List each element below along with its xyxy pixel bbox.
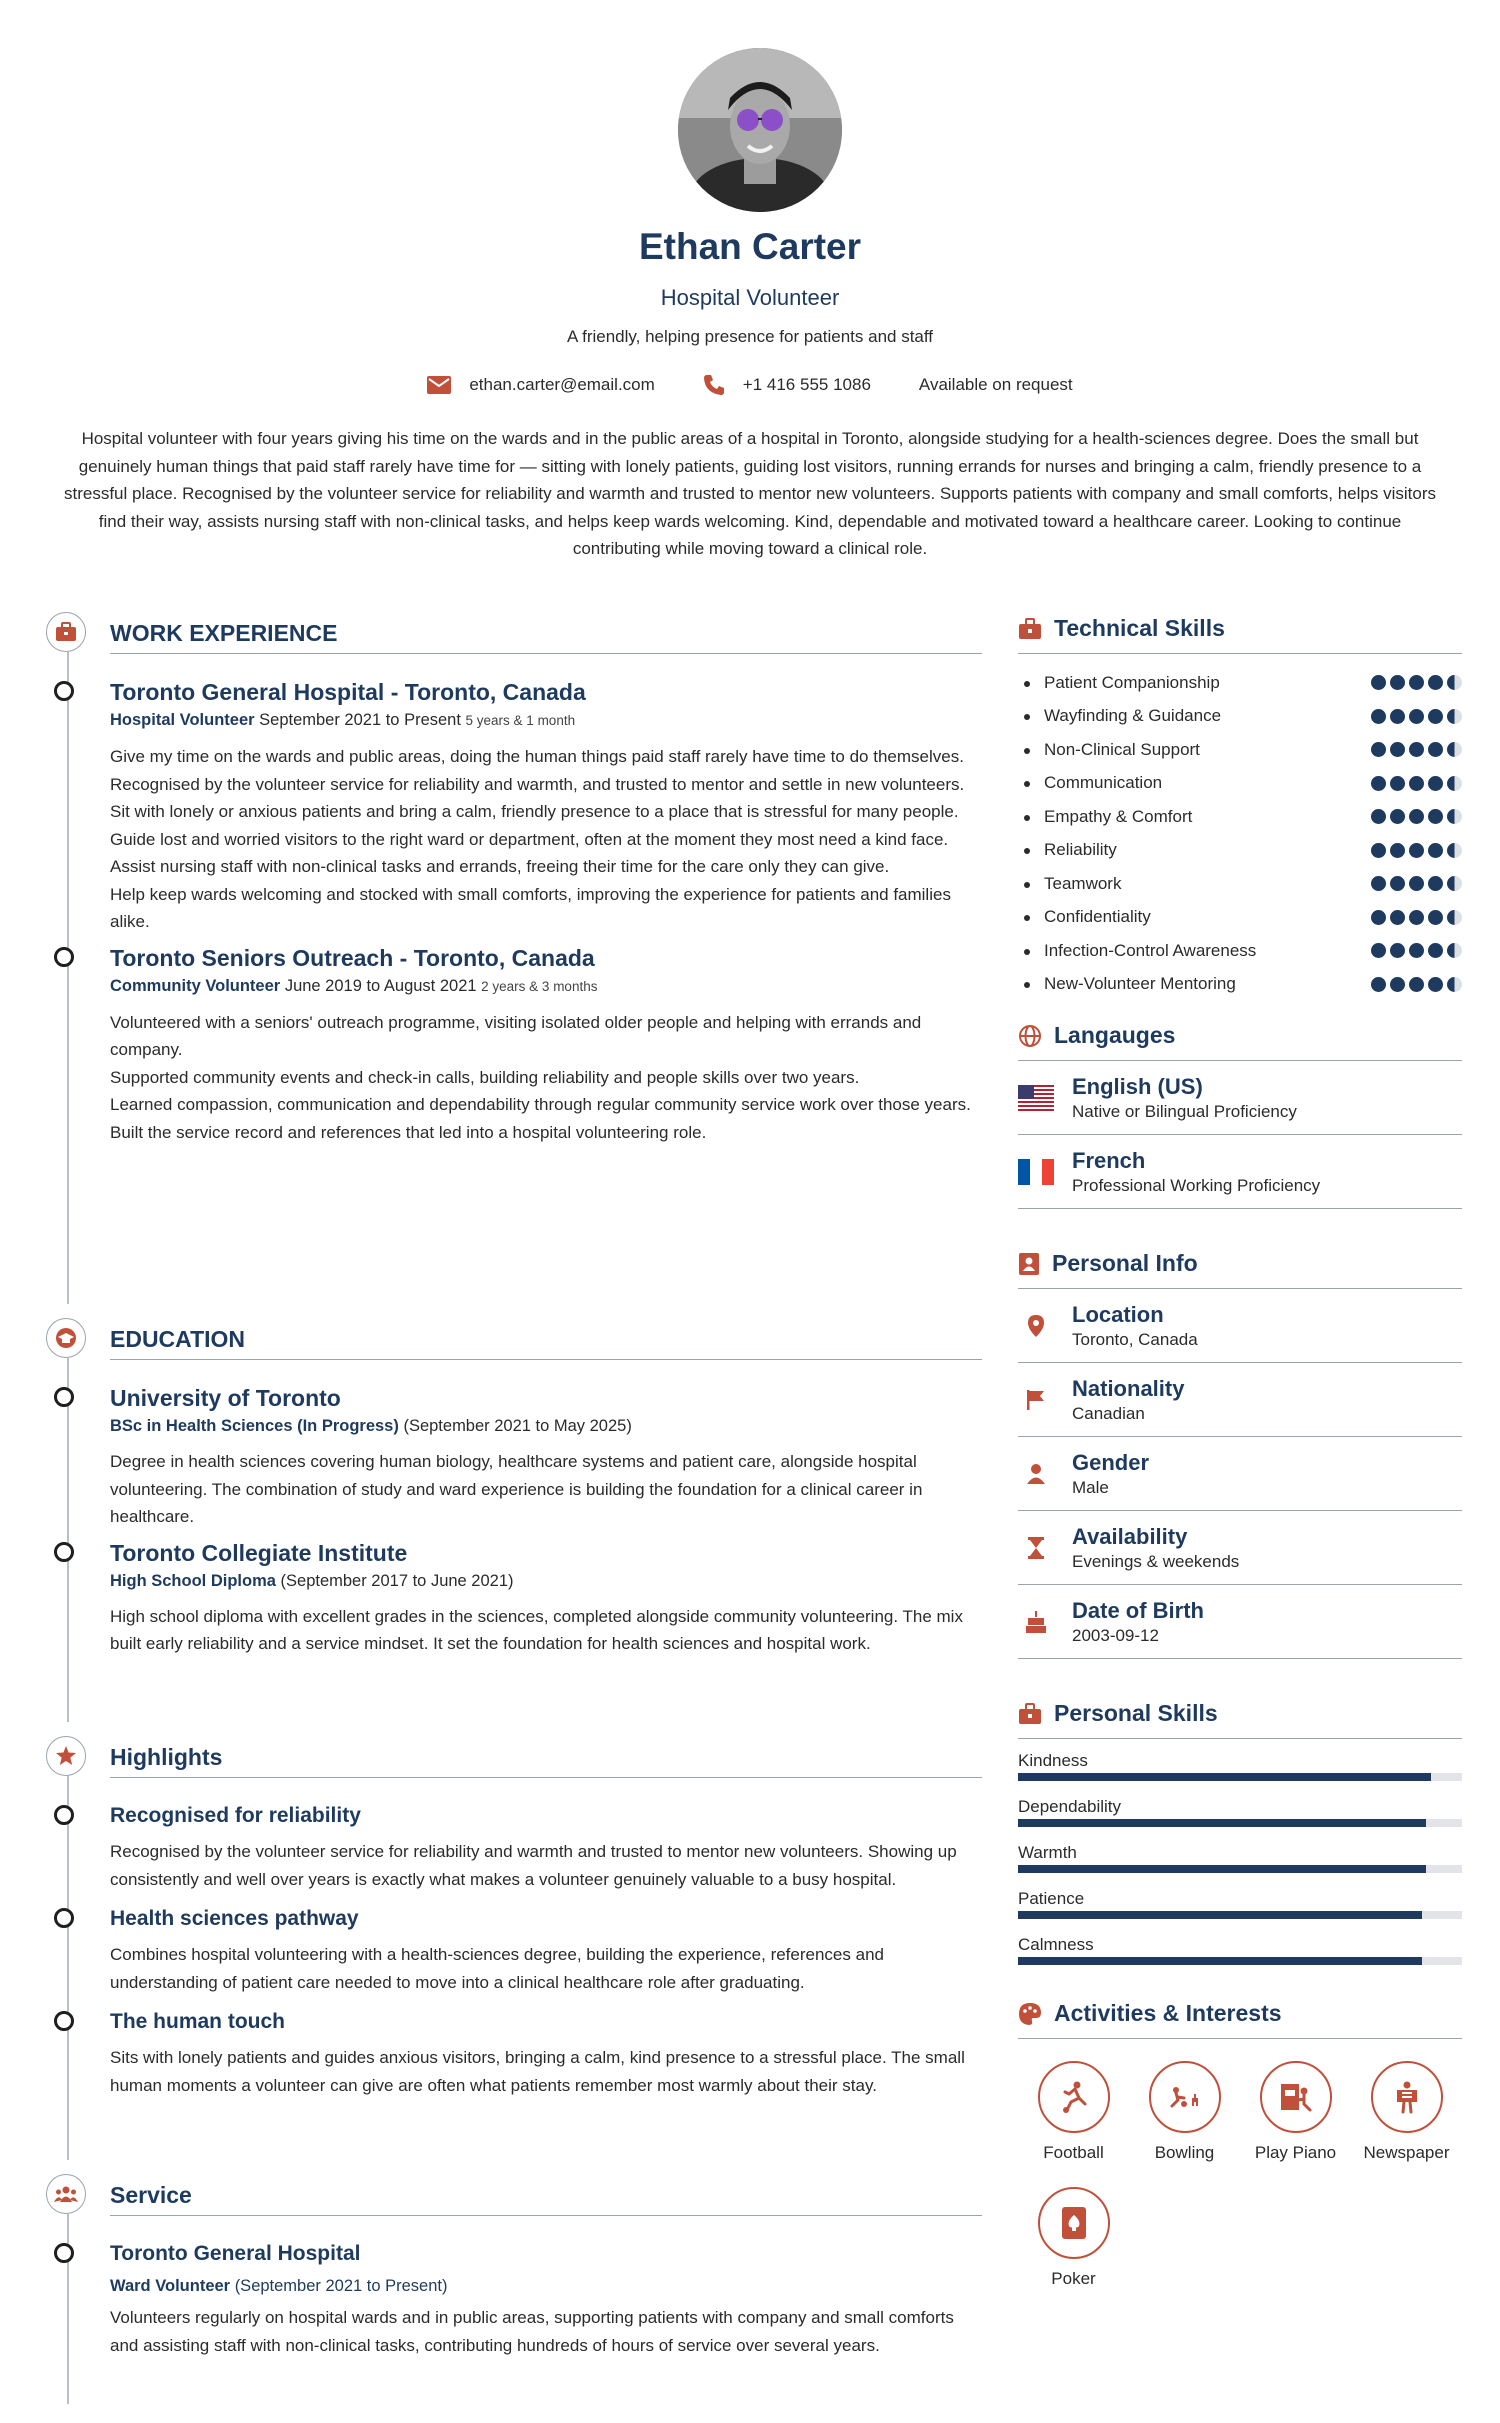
personal-skill-list	[1018, 1749, 1462, 1979]
rating-dot	[1447, 943, 1462, 958]
rating-dot	[1428, 943, 1443, 958]
rating-dot	[1428, 809, 1443, 824]
email-icon	[427, 376, 451, 394]
rating-dot	[1409, 809, 1424, 824]
language-item	[1018, 1135, 1462, 1209]
service-entry	[110, 2238, 982, 2359]
personal-info-item	[1018, 1289, 1462, 1363]
cake-icon	[1018, 1610, 1054, 1634]
fr-flag-icon	[1018, 1159, 1054, 1185]
newspaper-icon	[1371, 2061, 1443, 2133]
phone-text: +1 416 555 1086	[742, 375, 871, 394]
section-title-tech-skills: Technical Skills	[1054, 615, 1225, 641]
skill-rating	[1371, 843, 1462, 858]
personal-info-item	[1018, 1585, 1462, 1659]
tech-skill-label: Infection-Control Awareness	[1018, 941, 1256, 961]
candidate-name: Ethan Carter	[638, 226, 862, 267]
rating-dot	[1390, 943, 1405, 958]
timeline-dot	[54, 2011, 74, 2031]
piano-icon	[1260, 2061, 1332, 2133]
tech-skill-label: Patient Companionship	[1018, 673, 1220, 693]
languages-section	[1018, 1011, 1462, 1209]
highlight-description: Sits with lonely patients and guides anxious visitors, bringing a calm, kind presence to a stressful place. The small human moments a volunteer can give are often what patients remember most warmly about their stay.	[110, 2048, 965, 2095]
skill-bar-fill	[1018, 1865, 1426, 1873]
activities-section	[1018, 1989, 1462, 2313]
rating-dot	[1409, 675, 1424, 690]
education-dates: (September 2017 to June 2021)	[280, 1571, 514, 1590]
rating-dot	[1371, 876, 1386, 891]
flag-icon	[1018, 1389, 1054, 1411]
contact-phone[interactable]	[703, 374, 871, 396]
activity-label: Play Piano	[1254, 2143, 1337, 2162]
left-column	[46, 612, 982, 2404]
highlight-title: The human touch	[110, 2010, 285, 2033]
rating-dot	[1447, 742, 1462, 757]
section-title-highlights: Highlights	[110, 1736, 982, 1778]
service-meta	[110, 2274, 982, 2298]
timeline-dot	[54, 681, 74, 701]
rating-dot	[1428, 876, 1443, 891]
section-title-work: WORK EXPERIENCE	[110, 612, 982, 654]
tech-skill-item	[1018, 800, 1462, 834]
tech-skill-item	[1018, 867, 1462, 901]
contact-availability	[919, 374, 1073, 396]
activity-item	[1129, 2061, 1240, 2163]
skill-bar	[1018, 1865, 1462, 1873]
rating-dot	[1390, 709, 1405, 724]
highlight-description: Combines hospital volunteering with a health-sciences degree, building the experience, references and understanding of patient care needed to move into a clinical healthcare role after graduating.	[110, 1945, 884, 1992]
rating-dot	[1447, 709, 1462, 724]
info-key: Gender	[1072, 1449, 1150, 1475]
palette-icon	[1018, 2002, 1042, 2026]
timeline-line	[67, 652, 69, 1304]
activity-item	[1018, 2187, 1129, 2289]
tech-skill-label: Reliability	[1018, 840, 1117, 860]
rating-dot	[1409, 776, 1424, 791]
timeline-line	[67, 1358, 69, 1722]
skill-bar-fill	[1018, 1773, 1431, 1781]
rating-dot	[1371, 977, 1386, 992]
poker-card-icon	[1038, 2187, 1110, 2259]
service-description: Volunteers regularly on hospital wards and in public areas, supporting patients with company and small comforts and assisting staff with non-clinical tasks, contributing hundreds of hours of service over several years.	[110, 2308, 954, 2355]
rating-dot	[1371, 742, 1386, 757]
personal-skills-section	[1018, 1689, 1462, 1979]
graduation-cap-icon	[46, 1318, 86, 1358]
tech-skill-list	[1018, 666, 1462, 1001]
phone-icon	[703, 374, 725, 396]
rating-dot	[1390, 910, 1405, 925]
work-line: Volunteered with a seniors' outreach programme, visiting isolated older people and helping with errands and company.	[110, 1012, 922, 1059]
candidate-role: Hospital Volunteer	[660, 285, 840, 310]
work-duration: 5 years & 1 month	[465, 713, 576, 728]
section-title-service: Service	[110, 2174, 982, 2216]
highlight-description: Recognised by the volunteer service for reliability and warmth and trusted to mentor new volunteers. Showing up consistently and well over years is exactly what makes a volunteer genuinely valuable to a busy hospital.	[110, 1842, 957, 1889]
service-role: Ward Volunteer	[110, 2277, 231, 2295]
work-line: Help keep wards welcoming and stocked with small comforts, improving the experience for patients and families alike.	[110, 884, 951, 931]
rating-dot	[1428, 977, 1443, 992]
rating-dot	[1428, 709, 1443, 724]
person-icon	[1018, 1463, 1054, 1485]
rating-dot	[1409, 943, 1424, 958]
activity-item	[1018, 2061, 1129, 2163]
personal-skill-label: Kindness	[1018, 1751, 1088, 1770]
skill-rating	[1371, 742, 1462, 757]
rating-dot	[1390, 876, 1405, 891]
work-meta	[110, 708, 982, 733]
personal-skill-label: Patience	[1018, 1889, 1085, 1908]
highlight-title: Health sciences pathway	[110, 1907, 359, 1930]
rating-dot	[1409, 709, 1424, 724]
id-badge-icon	[1018, 1252, 1040, 1276]
service-org: Toronto General Hospital	[110, 2242, 361, 2265]
skill-rating	[1371, 776, 1462, 791]
timeline-line	[67, 1776, 69, 2160]
personal-info-section	[1018, 1239, 1462, 1659]
education-section	[46, 1318, 982, 1722]
rating-dot	[1428, 910, 1443, 925]
tech-skill-label: Non-Clinical Support	[1018, 740, 1200, 760]
work-role: Community Volunteer	[110, 976, 281, 995]
info-key: Availability	[1072, 1523, 1188, 1549]
contact-bar	[0, 374, 1500, 396]
work-org: Toronto General Hospital - Toronto, Canada	[110, 679, 586, 705]
timeline-dot	[54, 1908, 74, 1928]
skill-bar-fill	[1018, 1957, 1422, 1965]
us-flag-icon	[1018, 1085, 1054, 1111]
highlight-entry	[110, 1800, 982, 1893]
section-title-languages: Langauges	[1054, 1022, 1176, 1048]
skill-rating	[1371, 675, 1462, 690]
education-description: Degree in health sciences covering human biology, healthcare systems and patient care, alongside hospital volunteering. The combination of study and ward experience is building the foundation for a clinical career in healthcare.	[110, 1452, 923, 1526]
work-org: Toronto Seniors Outreach - Toronto, Canada	[110, 944, 595, 971]
activity-label: Newspaper	[1363, 2143, 1450, 2162]
section-title-activities: Activities & Interests	[1054, 2000, 1282, 2026]
activity-item	[1351, 2061, 1462, 2163]
rating-dot	[1371, 776, 1386, 791]
highlight-title: Recognised for reliability	[110, 1804, 361, 1827]
highlight-entry	[110, 1903, 982, 1996]
tech-skill-item	[1018, 901, 1462, 935]
timeline-dot	[54, 1542, 74, 1562]
rating-dot	[1390, 742, 1405, 757]
service-dates: (September 2021 to Present)	[234, 2277, 448, 2295]
work-dates: June 2019 to August 2021	[284, 976, 477, 995]
rating-dot	[1447, 675, 1462, 690]
work-line: Supported community events and check-in calls, building reliability and people skills over two years.	[110, 1067, 860, 1087]
work-line: Learned compassion, communication and dependability through regular community service work over those years.	[110, 1095, 971, 1114]
skill-bar	[1018, 1819, 1462, 1827]
info-value: Male	[1072, 1477, 1109, 1497]
bowling-icon	[1149, 2061, 1221, 2133]
section-title-personal-info: Personal Info	[1052, 1250, 1198, 1276]
education-degree: High School Diploma	[110, 1571, 276, 1590]
education-dates: (September 2021 to May 2025)	[403, 1417, 632, 1435]
highlight-entry	[110, 2006, 982, 2099]
rating-dot	[1409, 843, 1424, 858]
rating-dot	[1390, 843, 1405, 858]
tech-skill-item	[1018, 733, 1462, 767]
rating-dot	[1447, 876, 1462, 891]
personal-skill-item	[1018, 1795, 1462, 1841]
rating-dot	[1409, 876, 1424, 891]
globe-icon	[1018, 1024, 1042, 1048]
personal-info-item	[1018, 1363, 1462, 1437]
skill-rating	[1371, 709, 1462, 724]
skill-bar-fill	[1018, 1819, 1426, 1827]
language-item	[1018, 1061, 1462, 1135]
technical-skills-section	[1018, 604, 1462, 1001]
info-key: Location	[1072, 1301, 1164, 1327]
skill-rating	[1371, 977, 1462, 992]
skill-rating	[1371, 809, 1462, 824]
activity-label: Bowling	[1154, 2143, 1215, 2162]
work-entry	[110, 676, 982, 936]
education-entry	[110, 1537, 982, 1658]
personal-skill-item	[1018, 1749, 1462, 1795]
skill-bar	[1018, 1957, 1462, 1965]
work-line: Guide lost and worried visitors to the right ward or department, often at the moment they most need a kind face.	[110, 829, 949, 849]
activity-label: Poker	[1051, 2269, 1096, 2288]
rating-dot	[1390, 809, 1405, 824]
rating-dot	[1447, 977, 1462, 992]
personal-skill-item	[1018, 1841, 1462, 1887]
right-column	[1018, 604, 1462, 2313]
rating-dot	[1447, 910, 1462, 925]
info-value: Canadian	[1072, 1403, 1145, 1423]
education-school: University of Toronto	[110, 1385, 341, 1411]
rating-dot	[1371, 675, 1386, 690]
avatar	[678, 48, 842, 212]
education-description: High school diploma with excellent grades in the sciences, completed alongside community volunteering. The mix built early reliability and a service mindset. It set the foundation for health sciences and hospital work.	[110, 1606, 963, 1653]
rating-dot	[1409, 910, 1424, 925]
rating-dot	[1428, 776, 1443, 791]
personal-skill-item	[1018, 1933, 1462, 1979]
toolbox-icon	[1018, 618, 1042, 640]
tech-skill-label: Teamwork	[1018, 874, 1121, 894]
service-section	[46, 2174, 982, 2404]
rating-dot	[1428, 843, 1443, 858]
info-value: Evenings & weekends	[1072, 1551, 1240, 1571]
tech-skill-item	[1018, 968, 1462, 1002]
skill-bar	[1018, 1911, 1462, 1919]
language-name: French	[1072, 1147, 1146, 1173]
work-line: Assist nursing staff with non-clinical tasks and errands, freeing their time for the care only they can give.	[110, 857, 890, 876]
info-key: Nationality	[1072, 1375, 1185, 1401]
tech-skill-label: Empathy & Comfort	[1018, 807, 1192, 827]
section-title-education: EDUCATION	[110, 1318, 982, 1360]
toolbox-icon	[1018, 1703, 1042, 1725]
tech-skill-item	[1018, 666, 1462, 700]
rating-dot	[1447, 776, 1462, 791]
activity-label: Football	[1043, 2143, 1104, 2162]
info-value: 2003-09-12	[1072, 1625, 1159, 1645]
language-level: Professional Working Proficiency	[1072, 1175, 1321, 1195]
tech-skill-item	[1018, 834, 1462, 868]
highlights-section	[46, 1736, 982, 2160]
tech-skill-label: Communication	[1018, 773, 1162, 793]
star-badge-icon	[46, 1736, 86, 1776]
work-description	[110, 743, 982, 936]
education-meta	[110, 1414, 982, 1438]
education-degree: BSc in Health Sciences (In Progress)	[110, 1417, 399, 1435]
activity-item	[1240, 2061, 1351, 2163]
personal-info-item	[1018, 1511, 1462, 1585]
activity-list	[1018, 2061, 1462, 2313]
contact-email[interactable]	[427, 374, 654, 396]
timeline-dot	[54, 947, 74, 967]
availability-text: Available on request	[918, 375, 1073, 394]
rating-dot	[1428, 675, 1443, 690]
work-meta	[110, 974, 982, 999]
work-experience-section	[46, 612, 982, 1304]
email-text: ethan.carter@email.com	[469, 375, 655, 394]
rating-dot	[1390, 675, 1405, 690]
rating-dot	[1371, 943, 1386, 958]
rating-dot	[1390, 776, 1405, 791]
personal-skill-item	[1018, 1887, 1462, 1933]
work-line: Built the service record and references that led into a hospital volunteering role.	[110, 1122, 707, 1142]
skill-bar-fill	[1018, 1911, 1422, 1919]
education-entry	[110, 1382, 982, 1531]
rating-dot	[1447, 843, 1462, 858]
work-duration: 2 years & 3 months	[481, 978, 598, 994]
tech-skill-label: Wayfinding & Guidance	[1018, 706, 1221, 726]
briefcase-icon	[46, 612, 86, 652]
location-pin-icon	[1018, 1314, 1054, 1338]
rating-dot	[1390, 977, 1405, 992]
work-role: Hospital Volunteer	[110, 711, 255, 729]
personal-skill-label: Dependability	[1018, 1797, 1122, 1816]
summary: Hospital volunteer with four years giving his time on the wards and in the public areas of a hospital in Toronto, alongside studying for a health-sciences degree. Does the small but genuinely human things that paid staff rarely have time for — sitting with lonely patients, guiding lost visitors, running errands for nurses and bringing a calm, friendly presence to a stressful place. Recognised by the volunteer service for reliability and warmth and trusted to mentor new volunteers. Supports patients with company and small comforts, helps visitors find their way, assists nursing staff with non-clinical tasks, and helps keep wards welcoming. Kind, dependable and motivated toward a healthcare career. Looking to continue contributing while moving toward a clinical role.	[64, 429, 1436, 558]
tech-skill-label: New-Volunteer Mentoring	[1018, 974, 1236, 994]
education-meta	[110, 1569, 982, 1593]
rating-dot	[1371, 709, 1386, 724]
work-line: Sit with lonely or anxious patients and bring a calm, friendly presence to a place that is stressful for many people.	[110, 802, 959, 821]
info-value: Toronto, Canada	[1072, 1329, 1198, 1349]
personal-info-item	[1018, 1437, 1462, 1511]
work-entry	[110, 942, 982, 1147]
work-line: Give my time on the wards and public areas, doing the human things paid staff rarely have time to do themselves.	[110, 747, 964, 766]
language-level: Native or Bilingual Proficiency	[1072, 1101, 1297, 1121]
tech-skill-item	[1018, 767, 1462, 801]
group-icon	[46, 2174, 86, 2214]
skill-rating	[1371, 876, 1462, 891]
skill-rating	[1371, 943, 1462, 958]
timeline-dot	[54, 1387, 74, 1407]
education-school: Toronto Collegiate Institute	[110, 1539, 408, 1566]
rating-dot	[1371, 910, 1386, 925]
work-description	[110, 1009, 982, 1147]
skill-rating	[1371, 910, 1462, 925]
skill-bar	[1018, 1773, 1462, 1781]
timeline-line	[67, 2214, 69, 2404]
tagline: A friendly, helping presence for patients and staff	[566, 327, 934, 346]
section-title-personal-skills: Personal Skills	[1054, 1700, 1218, 1726]
football-icon	[1038, 2061, 1110, 2133]
info-key: Date of Birth	[1072, 1597, 1204, 1623]
work-dates: September 2021 to Present	[259, 711, 461, 729]
tech-skill-label: Confidentiality	[1018, 907, 1151, 927]
personal-skill-label: Calmness	[1018, 1935, 1094, 1954]
language-name: English (US)	[1072, 1073, 1203, 1099]
timeline-dot	[54, 1805, 74, 1825]
tech-skill-item	[1018, 934, 1462, 968]
timeline-dot	[54, 2243, 74, 2263]
personal-skill-label: Warmth	[1018, 1843, 1077, 1862]
rating-dot	[1409, 742, 1424, 757]
rating-dot	[1428, 742, 1443, 757]
tech-skill-item	[1018, 700, 1462, 734]
rating-dot	[1371, 843, 1386, 858]
rating-dot	[1447, 809, 1462, 824]
rating-dot	[1371, 809, 1386, 824]
rating-dot	[1409, 977, 1424, 992]
hourglass-icon	[1018, 1536, 1054, 1560]
work-line: Recognised by the volunteer service for reliability and warmth, and trusted to mentor and settle in new volunteers.	[110, 774, 965, 794]
